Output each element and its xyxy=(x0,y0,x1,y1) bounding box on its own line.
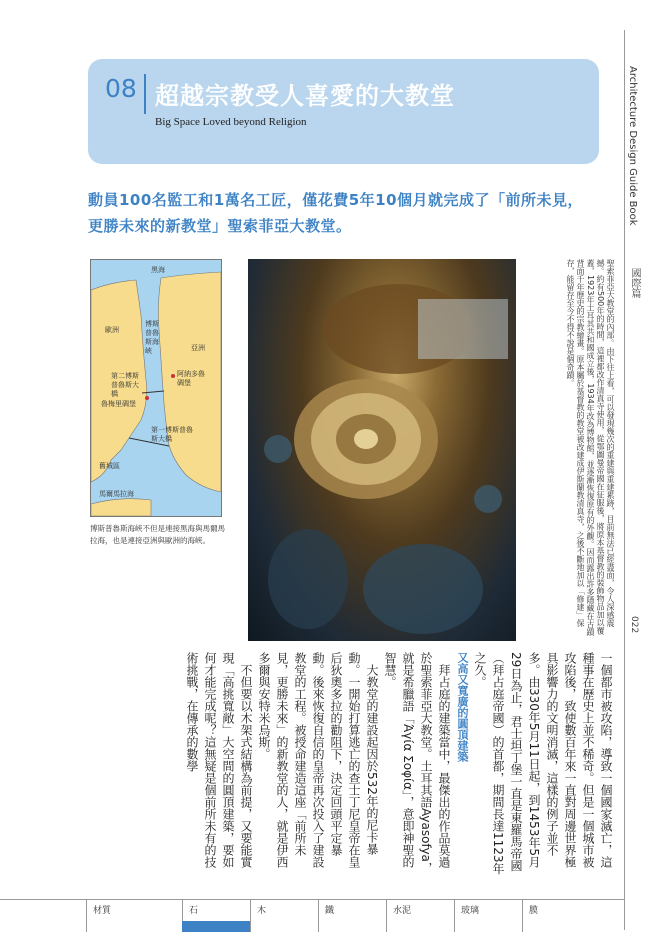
tab-material: 材質 xyxy=(86,899,182,932)
label-bosporus: 博斯普魯斯海峽 xyxy=(145,320,159,355)
tab-wood: 木 xyxy=(250,899,318,932)
map-caption: 博斯普魯斯海峽不但是連接黑海與馬爾馬拉海，也是連接亞洲與歐洲的海峽。 xyxy=(90,524,225,545)
lede xyxy=(88,187,588,239)
south-land xyxy=(91,499,151,516)
label-black-sea: 黑海 xyxy=(151,266,165,274)
tab-stone: 石 xyxy=(182,899,250,932)
paragraph-1: 一個都市被攻陷，導致一個國家滅亡，這種事在歷史上並不稀奇。但是一個城市被攻陷後，致使數百年來一直對周邊世界極具影響力的文明消滅，這樣的例子並不多。由330年5月11日起，到1453年5月29日為止，君士坦丁堡一直是東羅馬帝國（拜占庭帝國）的首都，期間長達1123年之久。 xyxy=(473,652,613,875)
tab-glass: 玻璃 xyxy=(454,899,522,932)
chapter-number: 08 xyxy=(105,74,137,103)
label-old-city: 舊城區 xyxy=(99,462,120,470)
tab-membrane: 膜 xyxy=(522,899,602,932)
section-label: 國際篇 xyxy=(629,268,640,298)
bosporus-map xyxy=(90,259,222,517)
anadolu-marker xyxy=(171,374,175,378)
paragraph-3: 大教堂的建設起因於532年的尼卡暴動。一開始打算逃亡的查士丁尼皇帝在皇后狄奧多拉的勸阻下，決定回頭平定暴動。後來恢復自信的皇帝再次投入了建設教堂的工程。被授命建造這座「前所未見，更勝未來」的新教堂的人，就是伊西多爾與安特米烏斯。 xyxy=(257,652,379,868)
book-title: Architecture Design Guide Book xyxy=(627,66,638,226)
section-heading: 又高又寬廣的圓頂建築 xyxy=(456,652,469,762)
lede-line-1: 動員100名監工和1萬名工匠，僅花費5年10個月就完成了「前所未見， xyxy=(88,191,584,209)
dome-illustration xyxy=(248,259,516,641)
tab-iron: 鐵 xyxy=(318,899,386,932)
tab-cement: 水泥 xyxy=(386,899,454,932)
label-second-bridge: 第二博斯普魯斯大橋 xyxy=(111,372,139,398)
chapter-banner xyxy=(88,59,599,164)
label-marmara: 馬爾馬拉海 xyxy=(99,490,134,498)
hagia-sophia-photo xyxy=(248,259,516,641)
chapter-divider xyxy=(144,74,146,114)
label-first-bridge: 第一博斯普魯斯大橋 xyxy=(151,426,193,443)
sidebar-rule xyxy=(624,30,625,930)
body-text xyxy=(90,652,615,877)
active-tab-indicator xyxy=(182,921,250,932)
label-anadolu: 阿納多魯碉堡 xyxy=(177,370,205,387)
chapter-subtitle: Big Space Loved beyond Religion xyxy=(155,116,307,128)
label-europe: 歐洲 xyxy=(105,326,119,334)
label-asia: 亞洲 xyxy=(191,344,205,352)
page-number: 022 xyxy=(629,616,639,634)
photo-caption: 聖索菲亞大教堂的內部。由下往上看，可以發現幾次的重建與重建累跡，目前無法已經盡面，令人深感震撼。約有500年的時間，這裡都改作清真寺使用，從鄂圖曼帝國在征服後，將原本基督教的裝飾物品加以覆蓋，1923年土耳其共和國成立後，1934年改為博物館，並逐漸恢復原有的外觀。因而露出許多隱藏在古蹟背面千年歷史的宗教繪畫。原本屬於基督教的教堂被改建成伊斯蘭教清真寺，之後不斷地加以「修建」保存，能留存至今不得不說是個奇蹟。 xyxy=(566,259,615,636)
chapter-title: 超越宗教受人喜愛的大教堂 xyxy=(155,82,455,110)
label-rumeli: 魯梅里碉堡 xyxy=(101,400,136,408)
lede-line-2: 更勝未來的新教堂」聖索菲亞大教堂。 xyxy=(88,217,352,235)
material-index-bar xyxy=(0,899,624,932)
rumeli-marker xyxy=(145,396,149,400)
paragraph-2: 拜占庭的建築當中，最傑出的作品莫過於聖索菲亞大教堂。土耳其語Ayasofya，就是希臘語「Άγία Σοφία」，意即神聖的智慧。 xyxy=(383,652,451,874)
paragraph-4: 不但要以木架式結構為前提，又要能實現「高挑寬敞」大空間的圓頂建築，要如何才能完成呢？這無疑是個前所未有的技術挑戰，在傳承的數學 xyxy=(185,652,253,868)
